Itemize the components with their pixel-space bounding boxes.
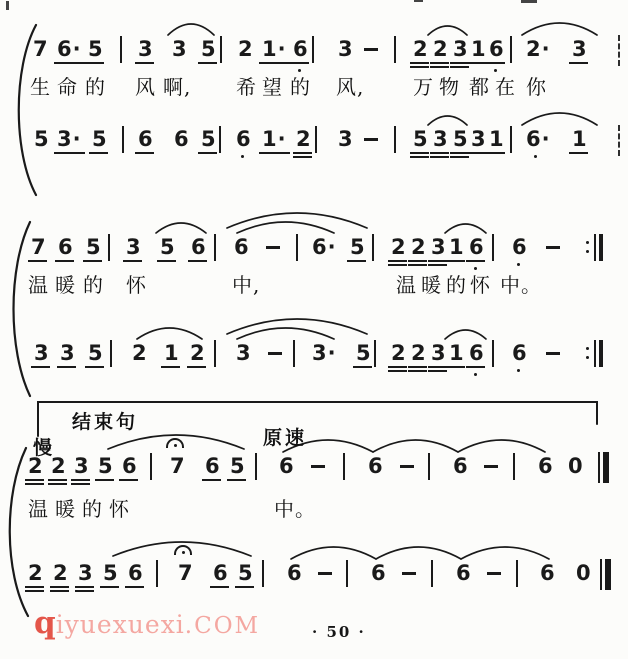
tempo-original-label: 原速 [263, 427, 308, 449]
note: 2 [391, 235, 407, 259]
beam [428, 366, 447, 368]
watermark-body: iyuexuexi [55, 610, 185, 639]
lyric-char: 怀 [470, 273, 491, 297]
beam [89, 152, 108, 154]
repeat-dot [586, 241, 589, 244]
note: 3 [78, 561, 94, 585]
final-barline [603, 452, 609, 483]
beam [57, 366, 76, 368]
beam [48, 483, 67, 485]
barline [296, 234, 298, 261]
slur [376, 547, 461, 559]
beam [388, 366, 407, 368]
note: 6 [538, 454, 554, 478]
note: 3 [172, 37, 188, 61]
note: 3 [60, 341, 76, 365]
barline [516, 560, 518, 587]
lyric-char: 暖 [55, 273, 76, 297]
slur [445, 330, 486, 339]
duration-dash [318, 572, 332, 575]
barline [513, 453, 515, 480]
lyric-char: 中, [232, 273, 261, 297]
note: 3 [338, 127, 354, 151]
beam [388, 260, 407, 262]
duration-dash [364, 138, 378, 141]
note: 2 [391, 341, 407, 365]
repeat-dot [586, 250, 589, 253]
note: 2 [190, 341, 206, 365]
note: 6 [469, 235, 485, 259]
beam [85, 366, 104, 368]
repeat-final-barline [599, 234, 603, 261]
beam [428, 260, 447, 262]
page-number: · 50 · [312, 623, 366, 641]
note: 6 [213, 561, 229, 585]
beam [486, 62, 505, 64]
barline [594, 234, 596, 261]
duration-dash [546, 246, 560, 249]
duration-dash [402, 572, 416, 575]
barline [594, 340, 596, 367]
beam [468, 62, 487, 64]
note: 6 [293, 37, 309, 61]
final-barline [605, 559, 611, 590]
duration-dash [364, 48, 378, 51]
beam [408, 264, 427, 266]
note: 6 [174, 127, 190, 151]
beam [408, 366, 427, 368]
beam [75, 586, 94, 588]
note: 1 [572, 127, 588, 151]
beam [428, 264, 447, 266]
watermark [34, 605, 260, 641]
note: 1 [489, 127, 505, 151]
note: 3 [338, 37, 354, 61]
beam [198, 62, 217, 64]
beam [388, 264, 407, 266]
note: 3 [433, 127, 449, 151]
beam [293, 156, 312, 158]
note: 2 [28, 561, 44, 585]
beam [430, 62, 449, 64]
beam [25, 586, 44, 588]
note: 6 [234, 235, 250, 259]
note: 6 [205, 454, 221, 478]
beam [569, 62, 588, 64]
note: 5 [230, 454, 246, 478]
lyric-char: 温 [28, 497, 49, 521]
beam [95, 479, 114, 481]
slur [458, 440, 545, 452]
beam [31, 366, 50, 368]
note: 2 [238, 37, 254, 61]
note: 3 [34, 341, 50, 365]
note: 2 [411, 341, 427, 365]
barline [343, 453, 345, 480]
fermata-dot-icon [182, 551, 185, 554]
beam [428, 370, 447, 372]
lyric-char: 怀 [109, 497, 130, 521]
beam [410, 156, 429, 158]
note: 1 [449, 235, 465, 259]
beam [450, 156, 469, 158]
note: 6 [279, 454, 295, 478]
beam [408, 260, 427, 262]
duration-dash [546, 352, 560, 355]
lyric-char: 万 [413, 75, 434, 99]
lyric-char: 的 [83, 273, 104, 297]
barline [220, 36, 222, 63]
note: 7 [33, 37, 49, 61]
system-bracket [14, 222, 31, 396]
print-artifact [414, 0, 423, 2]
beam [48, 479, 67, 481]
print-artifact [521, 0, 537, 3]
beam [450, 152, 469, 154]
duration-dash [400, 465, 414, 468]
beam [410, 152, 429, 154]
note: 1 [471, 37, 487, 61]
note: 6· [526, 127, 551, 151]
beam [210, 586, 229, 588]
note: 3 [572, 37, 588, 61]
note: 3· [312, 341, 337, 365]
octave-dot [517, 369, 520, 372]
beam [430, 66, 449, 68]
note: 7 [31, 235, 47, 259]
barline [293, 340, 295, 367]
note: 5 [88, 341, 104, 365]
beam [54, 152, 85, 154]
note: 6 [469, 341, 485, 365]
beam [569, 152, 588, 154]
lyric-char: 生 [30, 75, 51, 99]
lyric-char: 命 [57, 75, 78, 99]
beam [55, 260, 74, 262]
barline [214, 234, 216, 261]
note: 2 [53, 561, 69, 585]
barline [598, 452, 600, 483]
beam [85, 62, 104, 64]
octave-dot [474, 267, 477, 270]
note: 2 [413, 37, 429, 61]
duration-dash [311, 465, 325, 468]
note: 1· [262, 127, 287, 151]
beam [188, 260, 207, 262]
beam [466, 366, 485, 368]
slur [522, 113, 597, 125]
duration-dash [266, 246, 280, 249]
watermark-domain: .COM [184, 613, 261, 639]
beam [410, 66, 429, 68]
note: 5 [356, 341, 372, 365]
beam [50, 586, 69, 588]
beam [450, 66, 469, 68]
barline [219, 126, 221, 153]
barline [492, 340, 494, 367]
barline [214, 340, 216, 367]
beam [187, 366, 206, 368]
watermark-initial: q [34, 605, 56, 641]
slur [461, 547, 549, 559]
note: 5 [160, 235, 176, 259]
dashed-barline [618, 35, 620, 66]
beam [202, 479, 221, 481]
lyric-char: 望 [262, 75, 283, 99]
note: 5 [350, 235, 366, 259]
note: 6 [453, 454, 469, 478]
lyric-char: 温 [28, 273, 49, 297]
note: 3 [431, 341, 447, 365]
barline [150, 453, 152, 480]
note: 6 [512, 341, 528, 365]
note: 6 [236, 127, 252, 151]
octave-dot [474, 373, 477, 376]
octave-dot [298, 69, 301, 72]
barline [156, 560, 158, 587]
note: 3 [126, 235, 142, 259]
duration-dash [484, 465, 498, 468]
note: 6· [312, 235, 337, 259]
slur [428, 26, 467, 35]
note: 1 [164, 341, 180, 365]
note: 0 [568, 454, 584, 478]
lyric-char: 你 [526, 75, 547, 99]
beam [430, 156, 449, 158]
ending-phrase-label: 结束句 [72, 411, 139, 433]
beam [75, 590, 94, 592]
beam [100, 586, 119, 588]
note: 6 [456, 561, 472, 585]
note: 6 [191, 235, 207, 259]
barline [428, 453, 430, 480]
beam [408, 370, 427, 372]
lyric-char: 啊, [163, 75, 192, 99]
note: 5 [201, 37, 217, 61]
beam [466, 260, 485, 262]
note: 5 [103, 561, 119, 585]
note: 6 [287, 561, 303, 585]
lyric-char: 都 [469, 75, 490, 99]
beam [161, 366, 180, 368]
note: 6 [371, 561, 387, 585]
barline [372, 234, 374, 261]
note: 5 [201, 127, 217, 151]
note: 2 [433, 37, 449, 61]
beam [347, 260, 366, 262]
note: 3 [453, 37, 469, 61]
dashed-barline [618, 125, 620, 156]
barline [374, 340, 376, 367]
note: 5 [86, 235, 102, 259]
lyric-char: 物 [439, 75, 460, 99]
beam [71, 479, 90, 481]
beam [430, 152, 449, 154]
repeat-dot [586, 347, 589, 350]
beam [486, 152, 505, 154]
barline [110, 340, 112, 367]
beam [388, 370, 407, 372]
note: 5 [34, 127, 50, 151]
beam [468, 152, 487, 154]
lyric-char: 的 [446, 273, 467, 297]
note: 6 [138, 127, 154, 151]
note: 6· [57, 37, 82, 61]
barline [600, 559, 602, 590]
octave-dot [494, 69, 497, 72]
duration-dash [268, 352, 282, 355]
slur [137, 328, 202, 339]
beam [71, 483, 90, 485]
note: 7 [178, 561, 194, 585]
print-artifact [6, 1, 9, 10]
lyric-char: 的 [85, 75, 106, 99]
beam [25, 479, 44, 481]
beam [290, 62, 309, 64]
lyric-char: 风 [135, 75, 156, 99]
octave-dot [517, 263, 520, 266]
tempo-slow-label: 慢 [33, 437, 56, 459]
note: 5 [238, 561, 254, 585]
lyric-char: 的 [290, 75, 311, 99]
barline [492, 234, 494, 261]
beam [410, 62, 429, 64]
barline [120, 36, 122, 63]
slur [237, 222, 334, 233]
slur [227, 213, 367, 228]
beam [135, 152, 154, 154]
note: 0 [576, 561, 592, 585]
slur [445, 224, 486, 233]
beam [83, 260, 102, 262]
slur [156, 223, 206, 233]
beam [198, 152, 217, 154]
note: 6 [489, 37, 505, 61]
beam [50, 590, 69, 592]
slur [168, 24, 214, 35]
barline [394, 126, 396, 153]
note: 7 [170, 454, 186, 478]
beam [28, 260, 47, 262]
note: 2 [28, 454, 44, 478]
note: 3 [74, 454, 90, 478]
barline [122, 126, 124, 153]
barline [510, 36, 512, 63]
barline [394, 36, 396, 63]
lyric-char: 中。 [500, 273, 542, 297]
slur [237, 328, 334, 339]
barline [315, 126, 317, 153]
note: 6 [540, 561, 556, 585]
lyric-char: 的 [82, 497, 103, 521]
note: 5 [453, 127, 469, 151]
beam [353, 366, 372, 368]
beam [293, 152, 312, 154]
note: 5 [88, 37, 104, 61]
note: 3· [57, 127, 82, 151]
note: 2 [296, 127, 312, 151]
note: 2 [132, 341, 148, 365]
note: 1 [449, 341, 465, 365]
beam [123, 260, 142, 262]
note: 2 [51, 454, 67, 478]
barline [108, 234, 110, 261]
octave-dot [534, 155, 537, 158]
note: 5 [413, 127, 429, 151]
lyric-char: 风, [336, 75, 365, 99]
lyric-char: 希 [236, 75, 257, 99]
note: 6 [122, 454, 138, 478]
lyric-char: 怀 [126, 273, 147, 297]
beam [259, 152, 290, 154]
barline [255, 453, 257, 480]
note: 5 [92, 127, 108, 151]
barline [431, 560, 433, 587]
note: 1· [262, 37, 287, 61]
fermata-dot-icon [174, 444, 177, 447]
note: 3 [471, 127, 487, 151]
note: 2 [411, 235, 427, 259]
lyric-char: 中。 [274, 497, 316, 521]
barline [312, 36, 314, 63]
beam [119, 479, 138, 481]
note: 2· [526, 37, 551, 61]
note: 5 [98, 454, 114, 478]
slur [291, 547, 376, 559]
beam [25, 590, 44, 592]
slur [522, 23, 597, 35]
beam [259, 62, 290, 64]
duration-dash [487, 572, 501, 575]
note: 3 [431, 235, 447, 259]
beam [235, 586, 254, 588]
note: 3 [138, 37, 154, 61]
beam [54, 62, 85, 64]
slur [227, 319, 367, 334]
note: 6 [512, 235, 528, 259]
beam [125, 586, 144, 588]
beam [157, 260, 176, 262]
note: 6 [368, 454, 384, 478]
barline [346, 560, 348, 587]
repeat-final-barline [599, 340, 603, 367]
beam [135, 62, 154, 64]
barline [510, 126, 512, 153]
octave-dot [241, 155, 244, 158]
beam [450, 62, 469, 64]
note: 3 [236, 341, 252, 365]
beam [446, 260, 465, 262]
lyric-char: 暖 [55, 497, 76, 521]
lyric-char: 温 [396, 273, 417, 297]
slur [428, 116, 467, 125]
slur [373, 440, 458, 452]
repeat-dot [586, 356, 589, 359]
note: 6 [58, 235, 74, 259]
beam [25, 483, 44, 485]
barline [262, 560, 264, 587]
lyric-char: 暖 [421, 273, 442, 297]
beam [446, 366, 465, 368]
note: 6 [128, 561, 144, 585]
lyric-char: 在 [495, 75, 516, 99]
beam [227, 479, 246, 481]
